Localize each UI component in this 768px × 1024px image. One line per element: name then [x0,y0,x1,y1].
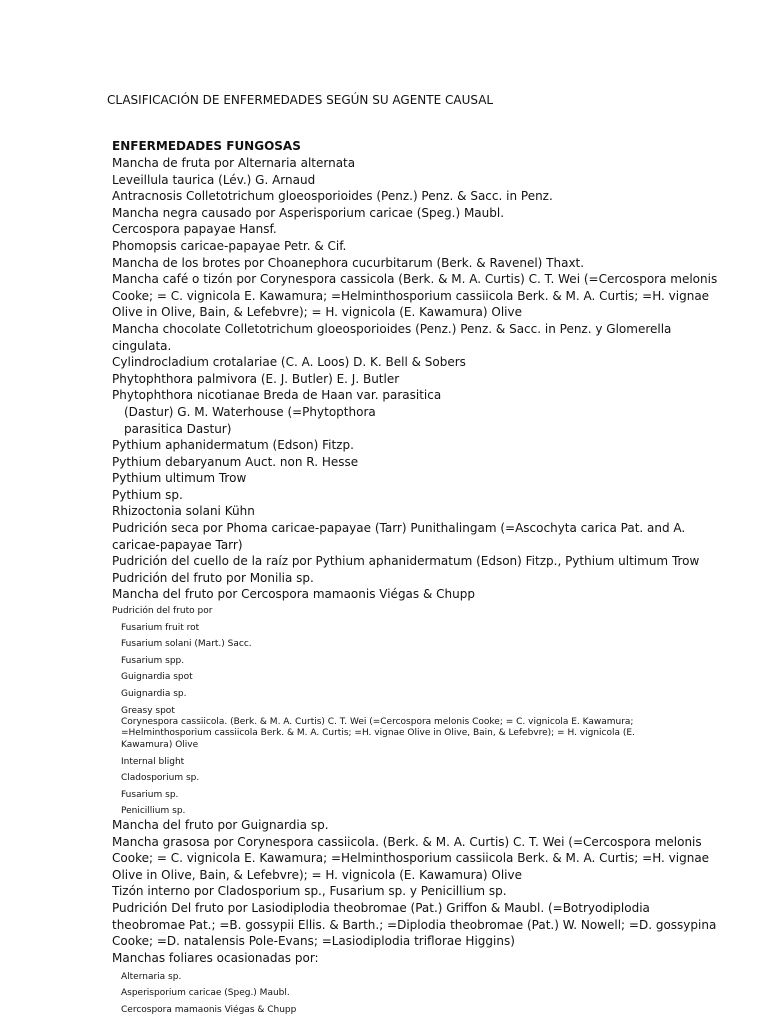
fruit-rot-item: Internal blight [121,756,185,767]
fruit-rot-item: Fusarium spp. [121,655,185,666]
entry-line: Phomopsis caricae-papayae Petr. & Cif. [112,238,347,253]
fruit-rot-item: Fusarium solani (Mart.) Sacc. [121,639,252,650]
section-heading: ENFERMEDADES FUNGOSAS [112,139,301,153]
entry-line: Cylindrocladium crotalariae (C. A. Loos) D. K. Bell & Sobers [112,355,466,370]
entry-line: Pythium sp. [112,487,183,502]
entry-paragraph: Pudrición Del fruto por Lasiodiplodia theobromae (Pat.) Griffon & Maubl. (=Botryodiplodia theobromae Pat.; =B. gossypii Ellis. & Barth.; =Diplodia theobromae (Pat.) W. Nowell; =D. gossypina Cooke; =D. natalensis Pole-Evans; =Lasiodiplodia triflorae Higgins) [112,901,717,949]
entry-paragraph: Mancha café o tizón por Corynespora cassicola (Berk. & M. A. Curtis) C. T. Wei (=Cercospora melonis Cooke; = C. vignicola E. Kawamura; =Helminthosporium cassiicola Berk. & M. A. Curtis; =H. vignae Olive in Olive, Bain, & Lefebvre); = H. vignicola (E. Kawamura) Olive [112,272,718,320]
entry-line: Mancha chocolate Colletotrichum gloeosporioides (Penz.) Penz. & Sacc. in Penz. y Glomerella cingulata. [112,321,672,353]
entry-line: Pudrición del cuello de la raíz por Pythium aphanidermatum (Edson) Fitzp., Pythium ultimum Trow [112,554,700,569]
entry-line: Pythium ultimum Trow [112,471,247,486]
fruit-rot-group [112,605,722,817]
entry-line: Pythium debaryanum Auct. non R. Hesse [112,454,359,469]
entry-line: Antracnosis Colletotrichum gloeosporioides (Penz.) Penz. & Sacc. in Penz. [112,189,553,204]
entry-line: Mancha del fruto por Guignardia sp. [112,818,329,833]
fruit-rot-item: Cladosporium sp. [121,773,200,784]
leaf-spot-item: Asperisporium caricae (Speg.) Maubl. [121,988,290,999]
fruit-rot-paragraph: Corynespora cassiicola. (Berk. & M. A. Curtis) C. T. Wei (=Cercospora melonis Cooke; = C. vignicola E. Kawamura; =Helminthosporium cassiicola Berk. & M. A. Curtis; =H. vignae Olive in Olive, Bain, & Lefebvre); = H. vignicola (E. Kawamura) Olive [121,716,635,750]
document-title: CLASIFICACIÓN DE ENFERMEDADES SEGÚN SU AGENTE CAUSAL [107,93,494,107]
entry-paragraph: Mancha grasosa por Corynespora cassiicola. (Berk. & M. A. Curtis) C. T. Wei (=Cercospora melonis Cooke; = C. vignicola E. Kawamura; =Helminthosporium cassiicola Berk. & M. A. Curtis; =H. vignae Olive in Olive, Bain, & Lefebvre); = H. vignicola (E. Kawamura) Olive [112,834,710,882]
entry-line: Phytophthora palmivora (E. J. Butler) E. J. Butler [112,371,400,386]
entry-line: Manchas foliares ocasionadas por: [112,950,319,965]
entry-indented: (Dastur) G. M. Waterhouse (=Phytopthora parasitica Dastur) [124,404,376,436]
entry-line: Mancha de los brotes por Choanephora cucurbitarum (Berk. & Ravenel) Thaxt. [112,255,585,270]
entry-line: Phytophthora nicotianae Breda de Haan var. parasitica [112,388,442,403]
entry-paragraph: Pudrición seca por Phoma caricae-papayae (Tarr) Punithalingam (=Ascochyta carica Pat. and A. caricae-papayae Tarr) [112,521,686,552]
entry-line: Mancha de fruta por Alternaria alternata [112,156,356,170]
leaf-spot-item: Alternaria sp. [121,971,182,982]
entry-line: Leveillula taurica (Lév.) G. Arnaud [112,172,316,187]
fruit-rot-item: Fusarium fruit rot [121,622,200,633]
fruit-rot-item: Fusarium sp. [121,789,179,800]
leaf-spot-item: Cercospora mamaonis Viégas & Chupp [121,1004,297,1015]
entry-line: Rhizoctonia solani Kühn [112,504,255,519]
entry-line: Mancha negra causado por Asperisporium caricae (Speg.) Maubl. [112,205,505,220]
fruit-rot-item: Greasy spot [121,705,175,716]
entry-line: Pythium aphanidermatum (Edson) Fitzp. [112,438,354,453]
entry-line: Mancha del fruto por Cercospora mamaonis Viégas & Chupp [112,587,475,602]
document-content [112,138,722,1016]
fruit-rot-item: Guignardia spot [121,672,193,683]
fruit-rot-item: Penicillium sp. [121,806,186,817]
entry-line: Tizón interno por Cladosporium sp., Fusarium sp. y Penicillium sp. [112,884,507,899]
fruit-rot-heading: Pudrición del fruto por [112,606,213,617]
entry-line: Pudrición del fruto por Monilia sp. [112,570,314,585]
fruit-rot-item: Guignardia sp. [121,688,187,699]
entry-line: Cercospora papayae Hansf. [112,222,277,237]
leaf-spot-group [112,971,722,1016]
